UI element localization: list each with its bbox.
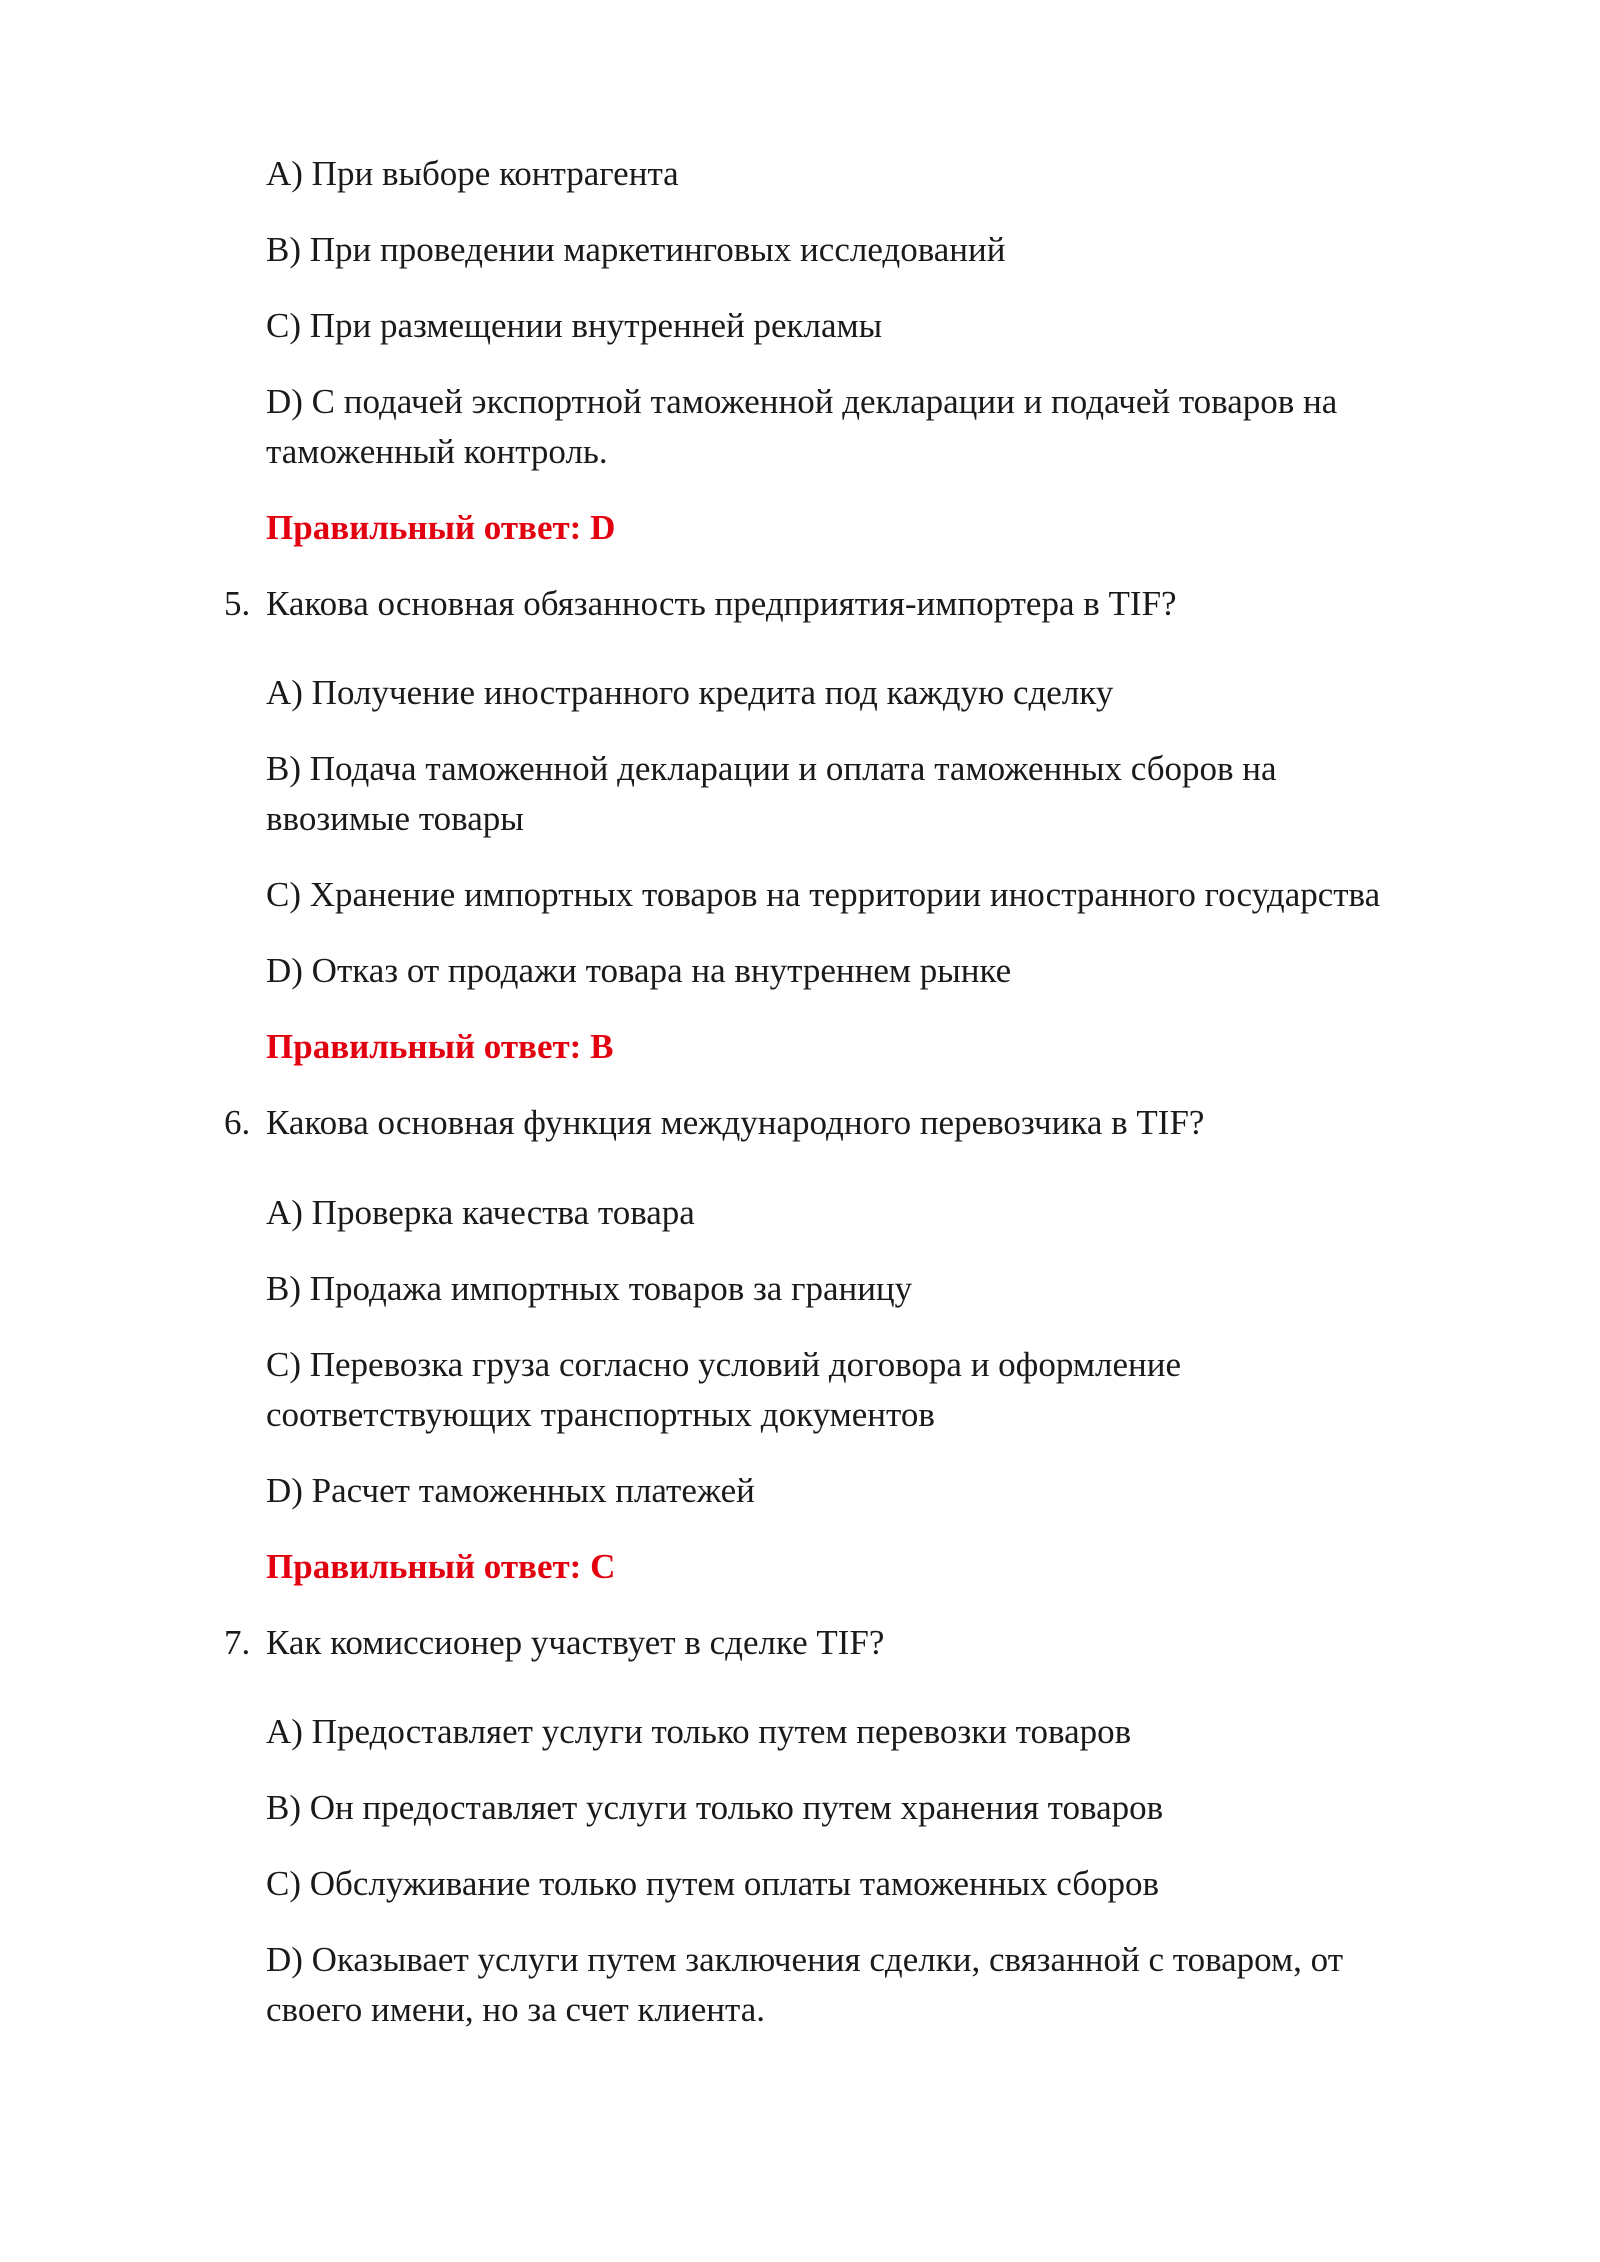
option-a: A) При выборе контрагента: [266, 154, 679, 193]
correct-answer: Правильный ответ: D: [266, 508, 616, 547]
option-b: B) Подача таможенной декларации и оплата таможенных сборов на: [266, 749, 1277, 788]
option-c: C) При размещении внутренней рекламы: [266, 306, 883, 345]
option-b: B) При проведении маркетинговых исследований: [266, 230, 1006, 269]
correct-answer: Правильный ответ: B: [266, 1027, 614, 1066]
option-b-continued: ввозимые товары: [266, 799, 524, 838]
option-d: D) Расчет таможенных платежей: [266, 1471, 755, 1510]
option-d: D) Отказ от продажи товара на внутреннем рынке: [266, 951, 1012, 990]
question-text: Как комиссионер участвует в сделке TIF?: [266, 1623, 885, 1662]
question-text: Какова основная функция международного перевозчика в TIF?: [266, 1103, 1205, 1142]
correct-answer: Правильный ответ: C: [266, 1547, 616, 1586]
question-number: 7.: [224, 1623, 251, 1662]
question-number: 5.: [224, 584, 251, 623]
option-a: A) Предоставляет услуги только путем перевозки товаров: [266, 1712, 1132, 1751]
option-c: C) Перевозка груза согласно условий договора и оформление: [266, 1345, 1181, 1384]
question-number: 6.: [224, 1103, 251, 1142]
option-b: B) Продажа импортных товаров за границу: [266, 1269, 913, 1308]
option-d-continued: таможенный контроль.: [266, 432, 608, 471]
option-b: B) Он предоставляет услуги только путем хранения товаров: [266, 1788, 1164, 1827]
question-text: Какова основная обязанность предприятия-импортера в TIF?: [266, 584, 1177, 623]
option-c: C) Обслуживание только путем оплаты таможенных сборов: [266, 1864, 1160, 1903]
option-c-continued: соответствующих транспортных документов: [266, 1395, 935, 1434]
option-d-continued: своего имени, но за счет клиента.: [266, 1990, 765, 2029]
option-a: A) Получение иностранного кредита под каждую сделку: [266, 673, 1114, 712]
option-d: D) Оказывает услуги путем заключения сделки, связанной с товаром, от: [266, 1940, 1343, 1979]
option-a: A) Проверка качества товара: [266, 1193, 695, 1232]
option-d: D) С подачей экспортной таможенной декларации и подачей товаров на: [266, 382, 1338, 421]
option-c: C) Хранение импортных товаров на территории иностранного государства: [266, 875, 1381, 914]
